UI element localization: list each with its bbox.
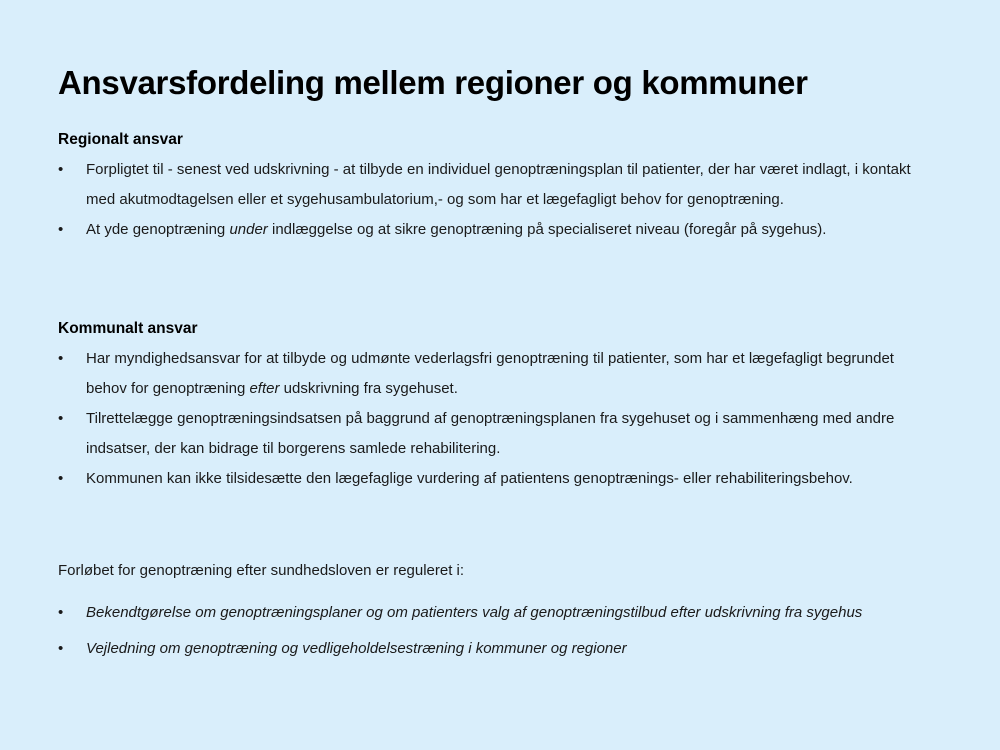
regional-item — [58, 155, 938, 215]
regional-item-emphasis: under — [229, 221, 268, 238]
regulation-item — [58, 598, 938, 628]
municipal-item-text-before: Har myndighedsansvar for at tilbyde og udmønte vederlagsfri genoptræning til patienter, som har et lægefagligt begrundet behov for genoptræning — [86, 350, 894, 397]
municipal-item — [58, 464, 938, 494]
regional-item-text-after: indlæggelse og at sikre genoptræning på specialiseret niveau (foregår på sygehus). — [267, 221, 827, 238]
regional-item — [58, 215, 938, 245]
municipal-list — [58, 344, 938, 494]
municipal-item — [58, 344, 938, 404]
regulation-item-text: Bekendtgørelse om genoptræningsplaner og om patienters valg af genoptræningstilbud efter udskrivning fra sygehus — [86, 604, 863, 621]
slide-title: Ansvarsfordeling mellem regioner og kommuner — [58, 64, 808, 101]
regulation-list — [58, 598, 938, 670]
regional-item-text-before: At yde genoptræning — [86, 221, 230, 238]
regional-list — [58, 155, 938, 245]
municipal-item-text: Tilrettelægge genoptræningsindsatsen på baggrund af genoptræningsplanen fra sygehuset og i sammenhæng med andre indsatser, der kan bidrage til borgerens samlede rehabilitering. — [86, 410, 895, 457]
regional-heading: Regionalt ansvar — [58, 131, 183, 148]
regulation-intro: Forløbet for genoptræning efter sundhedsloven er reguleret i: — [58, 562, 465, 579]
regulation-item — [58, 634, 938, 664]
municipal-item-text: Kommunen kan ikke tilsidesætte den lægefaglige vurdering af patientens genoptrænings- eller rehabiliteringsbehov. — [86, 470, 853, 487]
regional-item-text: Forpligtet til - senest ved udskrivning - at tilbyde en individuel genoptræningsplan til patienter, der har været indlagt, i kontakt med akutmodtagelsen eller et sygehusambulatorium,- og som har et lægefagligt behov for genoptræning. — [86, 161, 911, 208]
regulation-item-text: Vejledning om genoptræning og vedligeholdelsestræning i kommuner og regioner — [86, 640, 627, 657]
municipal-item-emphasis: efter — [249, 380, 280, 397]
municipal-heading: Kommunalt ansvar — [58, 320, 198, 337]
municipal-item — [58, 404, 938, 464]
municipal-item-text-after: udskrivning fra sygehuset. — [279, 380, 458, 397]
